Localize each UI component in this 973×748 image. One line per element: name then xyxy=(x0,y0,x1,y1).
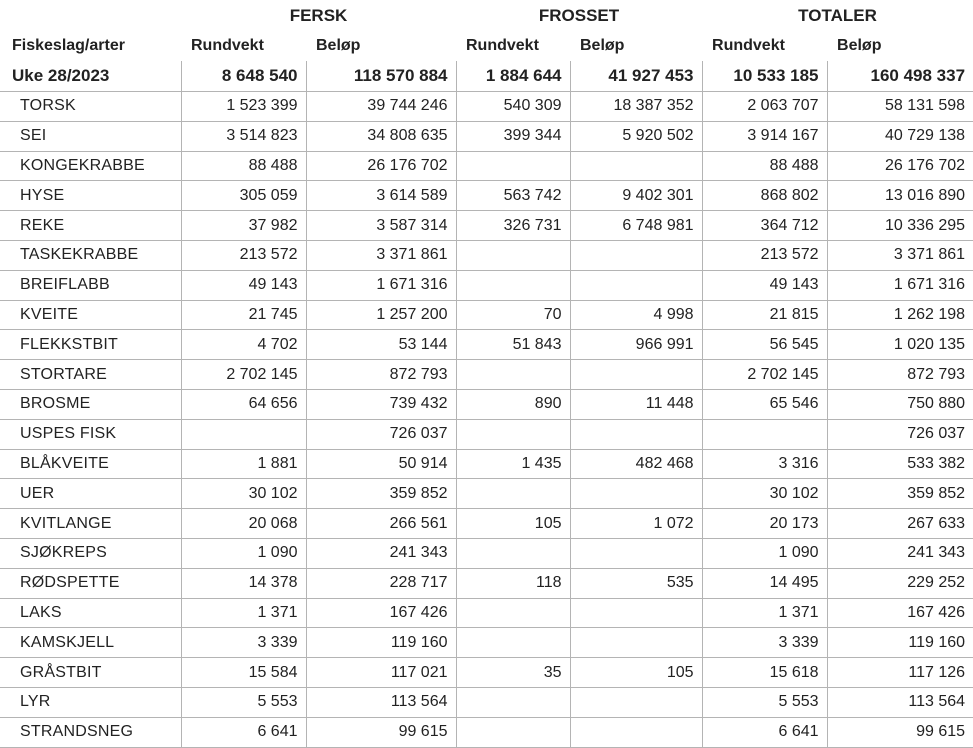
fersk-rundvekt-cell: 1 371 xyxy=(181,598,306,628)
tot-belop-cell: 1 262 198 xyxy=(827,300,973,330)
frosset-rundvekt-cell xyxy=(456,479,570,509)
tot-rundvekt-cell: 30 102 xyxy=(702,479,827,509)
species-name: BLÅKVEITE xyxy=(0,449,181,479)
fersk-rundvekt-cell: 15 584 xyxy=(181,658,306,688)
species-name: TASKEKRABBE xyxy=(0,240,181,270)
table-row xyxy=(0,270,973,300)
frosset-belop-header: Beløp xyxy=(580,37,625,54)
species-name: KVEITE xyxy=(0,300,181,330)
fersk-belop-cell: 113 564 xyxy=(306,687,456,717)
tot-belop-cell: 872 793 xyxy=(827,360,973,390)
fersk-belop-cell: 872 793 xyxy=(306,360,456,390)
fersk-rundvekt-cell: 88 488 xyxy=(181,151,306,181)
total-fersk-rundvekt: 8 648 540 xyxy=(181,61,306,92)
tot-rundvekt-header: Rundvekt xyxy=(712,37,785,54)
frosset-belop-cell: 535 xyxy=(570,568,702,598)
frosset-belop-cell: 105 xyxy=(570,658,702,688)
table-row xyxy=(0,658,973,688)
tot-rundvekt-cell: 65 546 xyxy=(702,389,827,419)
species-name: USPES FISK xyxy=(0,419,181,449)
tot-belop-cell: 117 126 xyxy=(827,658,973,688)
frosset-rundvekt-cell: 399 344 xyxy=(456,121,570,151)
frosset-rundvekt-cell: 118 xyxy=(456,568,570,598)
tot-rundvekt-cell: 21 815 xyxy=(702,300,827,330)
frosset-belop-cell xyxy=(570,687,702,717)
fersk-belop-cell: 50 914 xyxy=(306,449,456,479)
fersk-rundvekt-cell: 3 514 823 xyxy=(181,121,306,151)
fersk-rundvekt-cell: 64 656 xyxy=(181,389,306,419)
fersk-belop-cell: 241 343 xyxy=(306,538,456,568)
frosset-belop-cell: 18 387 352 xyxy=(570,92,702,122)
frosset-rundvekt-cell xyxy=(456,240,570,270)
frosset-belop-cell: 482 468 xyxy=(570,449,702,479)
tot-belop-cell: 1 671 316 xyxy=(827,270,973,300)
table-row xyxy=(0,419,973,449)
fersk-rundvekt-header: Rundvekt xyxy=(191,37,264,54)
table-row xyxy=(0,687,973,717)
fersk-belop-cell: 167 426 xyxy=(306,598,456,628)
fersk-rundvekt-cell: 20 068 xyxy=(181,509,306,539)
table-row xyxy=(0,121,973,151)
tot-rundvekt-cell: 213 572 xyxy=(702,240,827,270)
species-name: LAKS xyxy=(0,598,181,628)
group-header-row xyxy=(0,0,973,31)
frosset-rundvekt-cell: 105 xyxy=(456,509,570,539)
tot-belop-cell: 13 016 890 xyxy=(827,181,973,211)
tot-belop-cell: 1 020 135 xyxy=(827,330,973,360)
frosset-belop-cell: 4 998 xyxy=(570,300,702,330)
frosset-rundvekt-cell: 890 xyxy=(456,389,570,419)
fersk-belop-cell: 266 561 xyxy=(306,509,456,539)
week-label: Uke 28/2023 xyxy=(0,61,181,92)
fersk-belop-cell: 39 744 246 xyxy=(306,92,456,122)
tot-rundvekt-cell: 14 495 xyxy=(702,568,827,598)
species-name: STRANDSNEG xyxy=(0,717,181,747)
species-name: TORSK xyxy=(0,92,181,122)
fersk-rundvekt-cell: 3 339 xyxy=(181,628,306,658)
tot-rundvekt-cell: 5 553 xyxy=(702,687,827,717)
species-name: FLEKKSTBIT xyxy=(0,330,181,360)
frosset-rundvekt-cell xyxy=(456,151,570,181)
tot-rundvekt-cell: 56 545 xyxy=(702,330,827,360)
tot-rundvekt-cell: 3 339 xyxy=(702,628,827,658)
species-name: HYSE xyxy=(0,181,181,211)
frosset-rundvekt-cell xyxy=(456,717,570,747)
table-row xyxy=(0,449,973,479)
table-row xyxy=(0,181,973,211)
table-row xyxy=(0,717,973,747)
group-fersk: FERSK xyxy=(289,5,348,25)
fersk-belop-cell: 359 852 xyxy=(306,479,456,509)
fersk-rundvekt-cell: 49 143 xyxy=(181,270,306,300)
tot-belop-cell: 99 615 xyxy=(827,717,973,747)
frosset-belop-cell xyxy=(570,151,702,181)
frosset-belop-cell xyxy=(570,240,702,270)
table-row xyxy=(0,389,973,419)
table-row xyxy=(0,360,973,390)
frosset-belop-cell xyxy=(570,538,702,568)
fersk-belop-cell: 53 144 xyxy=(306,330,456,360)
species-name: UER xyxy=(0,479,181,509)
tot-rundvekt-cell: 1 371 xyxy=(702,598,827,628)
species-name: KAMSKJELL xyxy=(0,628,181,658)
frosset-belop-cell xyxy=(570,598,702,628)
fersk-belop-cell: 99 615 xyxy=(306,717,456,747)
total-frosset-rundvekt: 1 884 644 xyxy=(456,61,570,92)
group-frosset: FROSSET xyxy=(538,5,620,25)
table-row xyxy=(0,92,973,122)
fersk-rundvekt-cell: 1 090 xyxy=(181,538,306,568)
fersk-belop-cell: 1 671 316 xyxy=(306,270,456,300)
frosset-rundvekt-cell xyxy=(456,360,570,390)
tot-belop-cell: 26 176 702 xyxy=(827,151,973,181)
frosset-rundvekt-cell: 70 xyxy=(456,300,570,330)
fersk-rundvekt-cell: 6 641 xyxy=(181,717,306,747)
species-name: GRÅSTBIT xyxy=(0,658,181,688)
fersk-belop-cell: 726 037 xyxy=(306,419,456,449)
frosset-belop-cell: 11 448 xyxy=(570,389,702,419)
fersk-belop-cell: 3 614 589 xyxy=(306,181,456,211)
fersk-belop-cell: 1 257 200 xyxy=(306,300,456,330)
frosset-belop-cell: 5 920 502 xyxy=(570,121,702,151)
frosset-rundvekt-cell: 540 309 xyxy=(456,92,570,122)
frosset-belop-cell: 9 402 301 xyxy=(570,181,702,211)
frosset-rundvekt-cell: 326 731 xyxy=(456,211,570,241)
tot-belop-cell: 267 633 xyxy=(827,509,973,539)
table-row xyxy=(0,479,973,509)
table-row xyxy=(0,538,973,568)
frosset-belop-cell: 1 072 xyxy=(570,509,702,539)
frosset-rundvekt-cell: 1 435 xyxy=(456,449,570,479)
fersk-rundvekt-cell: 5 553 xyxy=(181,687,306,717)
frosset-rundvekt-header: Rundvekt xyxy=(466,37,539,54)
fersk-belop-header: Beløp xyxy=(316,37,361,54)
frosset-rundvekt-cell: 563 742 xyxy=(456,181,570,211)
tot-rundvekt-cell xyxy=(702,419,827,449)
frosset-rundvekt-cell xyxy=(456,270,570,300)
species-name: SEI xyxy=(0,121,181,151)
tot-rundvekt-cell: 88 488 xyxy=(702,151,827,181)
group-totaler: TOTALER xyxy=(798,5,877,25)
total-frosset-belop: 41 927 453 xyxy=(570,61,702,92)
tot-belop-cell: 533 382 xyxy=(827,449,973,479)
table-row xyxy=(0,628,973,658)
frosset-rundvekt-cell xyxy=(456,598,570,628)
species-column-header: Fiskeslag/arter xyxy=(12,37,125,54)
fersk-rundvekt-cell: 2 702 145 xyxy=(181,360,306,390)
frosset-rundvekt-cell xyxy=(456,687,570,717)
fersk-belop-cell: 117 021 xyxy=(306,658,456,688)
tot-rundvekt-cell: 6 641 xyxy=(702,717,827,747)
fersk-belop-cell: 3 587 314 xyxy=(306,211,456,241)
tot-belop-cell: 229 252 xyxy=(827,568,973,598)
tot-rundvekt-cell: 3 914 167 xyxy=(702,121,827,151)
fersk-belop-cell: 34 808 635 xyxy=(306,121,456,151)
tot-belop-cell: 10 336 295 xyxy=(827,211,973,241)
species-name: BREIFLABB xyxy=(0,270,181,300)
tot-belop-cell: 359 852 xyxy=(827,479,973,509)
species-name: SJØKREPS xyxy=(0,538,181,568)
tot-belop-cell: 3 371 861 xyxy=(827,240,973,270)
fersk-rundvekt-cell: 1 523 399 xyxy=(181,92,306,122)
fersk-rundvekt-cell: 305 059 xyxy=(181,181,306,211)
table-row xyxy=(0,598,973,628)
tot-belop-cell: 167 426 xyxy=(827,598,973,628)
total-rundvekt: 10 533 185 xyxy=(702,61,827,92)
species-name: KONGEKRABBE xyxy=(0,151,181,181)
tot-belop-cell: 726 037 xyxy=(827,419,973,449)
tot-belop-cell: 58 131 598 xyxy=(827,92,973,122)
table-row xyxy=(0,151,973,181)
fersk-belop-cell: 739 432 xyxy=(306,389,456,419)
totals-row xyxy=(0,61,973,92)
fersk-rundvekt-cell: 1 881 xyxy=(181,449,306,479)
species-name: KVITLANGE xyxy=(0,509,181,539)
fersk-rundvekt-cell xyxy=(181,419,306,449)
tot-belop-cell: 40 729 138 xyxy=(827,121,973,151)
fersk-belop-cell: 228 717 xyxy=(306,568,456,598)
species-name: STORTARE xyxy=(0,360,181,390)
frosset-rundvekt-cell xyxy=(456,538,570,568)
frosset-belop-cell xyxy=(570,419,702,449)
fersk-belop-cell: 119 160 xyxy=(306,628,456,658)
table-row xyxy=(0,211,973,241)
column-header-row xyxy=(0,31,973,61)
frosset-belop-cell xyxy=(570,479,702,509)
fersk-belop-cell: 26 176 702 xyxy=(306,151,456,181)
fersk-belop-cell: 3 371 861 xyxy=(306,240,456,270)
species-name: REKE xyxy=(0,211,181,241)
frosset-rundvekt-cell: 51 843 xyxy=(456,330,570,360)
table-row xyxy=(0,568,973,598)
tot-belop-cell: 119 160 xyxy=(827,628,973,658)
total-fersk-belop: 118 570 884 xyxy=(306,61,456,92)
tot-rundvekt-cell: 2 702 145 xyxy=(702,360,827,390)
species-name: LYR xyxy=(0,687,181,717)
tot-belop-cell: 113 564 xyxy=(827,687,973,717)
tot-rundvekt-cell: 2 063 707 xyxy=(702,92,827,122)
table-row xyxy=(0,330,973,360)
fersk-rundvekt-cell: 4 702 xyxy=(181,330,306,360)
tot-rundvekt-cell: 868 802 xyxy=(702,181,827,211)
fersk-rundvekt-cell: 14 378 xyxy=(181,568,306,598)
frosset-rundvekt-cell xyxy=(456,419,570,449)
tot-rundvekt-cell: 364 712 xyxy=(702,211,827,241)
tot-rundvekt-cell: 1 090 xyxy=(702,538,827,568)
tot-rundvekt-cell: 49 143 xyxy=(702,270,827,300)
fersk-rundvekt-cell: 213 572 xyxy=(181,240,306,270)
fersk-rundvekt-cell: 30 102 xyxy=(181,479,306,509)
frosset-belop-cell xyxy=(570,270,702,300)
tot-belop-header: Beløp xyxy=(837,37,882,54)
frosset-belop-cell: 966 991 xyxy=(570,330,702,360)
tot-belop-cell: 241 343 xyxy=(827,538,973,568)
tot-rundvekt-cell: 20 173 xyxy=(702,509,827,539)
frosset-belop-cell xyxy=(570,360,702,390)
fersk-rundvekt-cell: 37 982 xyxy=(181,211,306,241)
table-row xyxy=(0,300,973,330)
species-name: BROSME xyxy=(0,389,181,419)
species-name: RØDSPETTE xyxy=(0,568,181,598)
fersk-rundvekt-cell: 21 745 xyxy=(181,300,306,330)
table-row xyxy=(0,240,973,270)
table-row xyxy=(0,509,973,539)
frosset-rundvekt-cell: 35 xyxy=(456,658,570,688)
frosset-belop-cell: 6 748 981 xyxy=(570,211,702,241)
blank-corner xyxy=(0,0,181,31)
frosset-belop-cell xyxy=(570,717,702,747)
tot-rundvekt-cell: 15 618 xyxy=(702,658,827,688)
frosset-belop-cell xyxy=(570,628,702,658)
frosset-rundvekt-cell xyxy=(456,628,570,658)
tot-rundvekt-cell: 3 316 xyxy=(702,449,827,479)
tot-belop-cell: 750 880 xyxy=(827,389,973,419)
total-belop: 160 498 337 xyxy=(827,61,973,92)
